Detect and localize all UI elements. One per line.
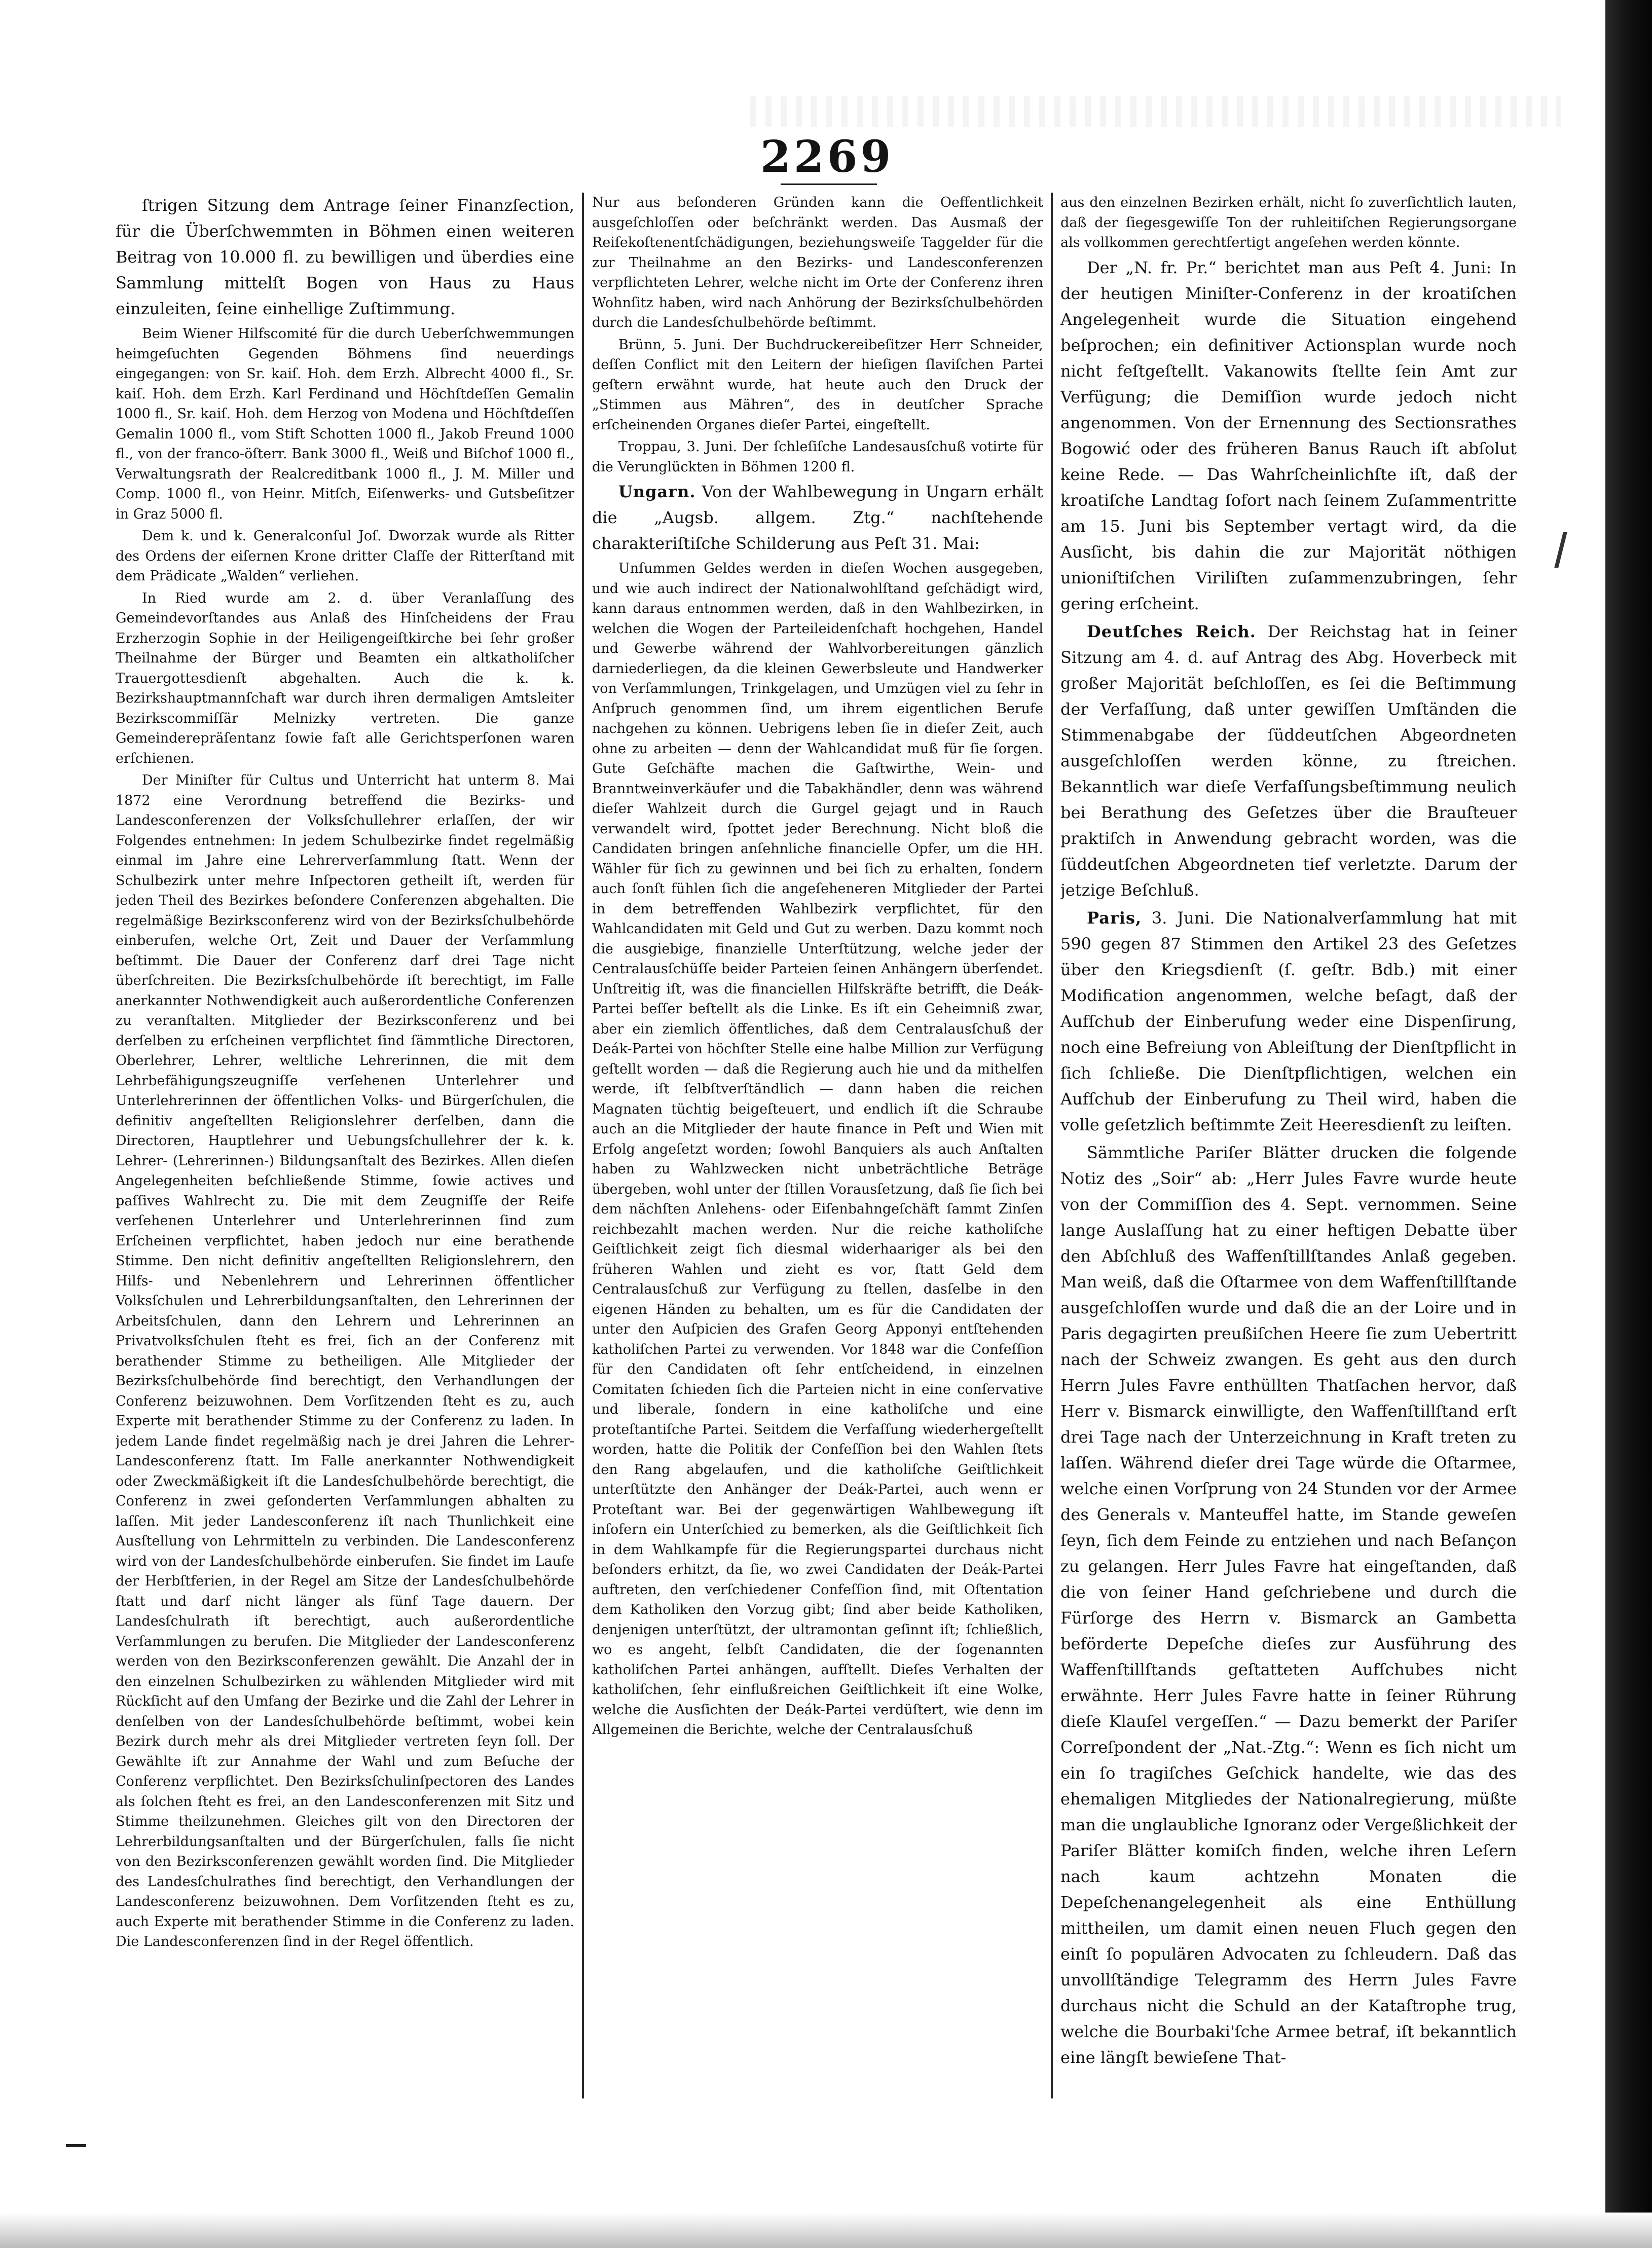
article-paragraph — [1060, 619, 1517, 903]
article-paragraph — [116, 770, 574, 1952]
paragraph-text: Von der Wahlbewegung in Ungarn erhält die „Augsb. allgem. Ztg.“ nachſtehende charakteriſtiſche Schilderung aus Peſt 31. Mai: — [592, 482, 1043, 553]
column-right — [1060, 193, 1517, 2098]
article-paragraph — [592, 559, 1043, 1740]
article-paragraph — [1060, 193, 1517, 253]
section-heading: Ungarn. — [618, 482, 696, 501]
margin-mark — [1554, 532, 1567, 568]
article-paragraph — [592, 479, 1043, 557]
page-number: 2269 — [760, 131, 894, 182]
paragraph-text: Der Miniſter für Cultus und Unterricht hat unterm 8. Mai 1872 eine Verordnung betreffend die Bezirks- und Landesconferenzen der Volksſchullehrer erlaſſen, der wir Folgendes entnehmen: In jedem Schulbezirke findet regelmäßig einmal im Jahre eine Lehrerverſammlung ſtatt. Wenn der Schulbezirk unter mehre Inſpectoren getheilt iſt, werden für jeden Theil des Bezirkes beſondere Conferenzen abgehalten. Die regelmäßige Bezirksconferenz wird von der Bezirksſchulbehörde einberufen, welche Ort, Zeit und Dauer der Verſammlung beſtimmt. Die Dauer der Conferenz darf drei Tage nicht überſchreiten. Die Bezirksſchulbehörde iſt berechtigt, im Falle anerkannter Nothwendigkeit auch außerordentliche Conferenzen zu veranſtalten. Mitglieder der Bezirksconferenz und bei derſelben zu erſcheinen verpflichtet ſind ſämmtliche Directoren, Oberlehrer, Lehrer, weltliche Lehrerinnen, die mit dem Lehrbefähigungszeugniſſe verſehenen Unterlehrer und Unterlehrerinnen der öffentlichen Volks- und Bürgerſchulen, die definitiv angeſtellten Religionslehrer derſelben, dann die Directoren, Hauptlehrer und Uebungsſchullehrer der k. k. Lehrer- (Lehrerinnen-) Bildungsanſtalt des Bezirkes. Allen dieſen Angelegenheiten beſchließende Stimme, ſowie actives und paſſives Wahlrecht zu. Die mit dem Zeugniſſe der Reife verſehenen Unterlehrer und Unterlehrerinnen ſind zum Erſcheinen verpflichtet, haben jedoch nur eine berathende Stimme. Den nicht definitiv angeſtellten Religionslehrern, den Hilfs- und Nebenlehrern und Lehrerinnen öffentlicher Volksſchulen und Lehrerbildungsanſtalten, den Lehrerinnen der Arbeitsſchulen, dann den Lehrern und Lehrerinnen an Privatvolksſchulen ſteht es frei, ſich an der Conferenz mit berathender Stimme zu betheiligen. Alle Mitglieder der Bezirksſchulbehörde ſind berechtigt, den Verhandlungen der Conferenz beizuwohnen. Dem Vorſitzenden ſteht es zu, auch Experte mit berathender Stimme zu der Conferenz zu laden. In jedem Lande findet regelmäßig nach je drei Jahren die Lehrer-Landesconferenz ſtatt. Im Falle anerkannter Nothwendigkeit oder Zweckmäßigkeit iſt die Landesſchulbehörde berechtigt, die Conferenz in zwei geſonderten Verſammlungen abhalten zu laſſen. Mit jeder Landesconferenz iſt nach Thunlichkeit eine Ausſtellung von Lehrmitteln zu verbinden. Die Landesconferenz wird von der Landesſchulbehörde einberufen. Sie findet im Laufe der Herbſtferien, in der Regel am Sitze der Landesſchulbehörde ſtatt und darf nicht länger als fünf Tage dauern. Der Landesſchulrath iſt berechtigt, auch außerordentliche Verſammlungen zu berufen. Die Mitglieder der Landesconferenz werden von den Bezirksconferenzen gewählt. Die Anzahl der in den einzelnen Schulbezirken zu wählenden Mitglieder wird mit Rückſicht auf den Umfang der Bezirke und die Zahl der Lehrer in denſelben von der Landesſchulbehörde beſtimmt, wobei kein Bezirk durch mehr als drei Mitglieder vertreten ſeyn ſoll. Der Gewählte iſt zur Annahme der Wahl und zum Beſuche der Conferenz verpflichtet. Den Bezirksſchulinſpectoren des Landes als ſolchen ſteht es frei, an den Landesconferenzen mit Sitz und Stimme theilzunehmen. Gleiches gilt von den Directoren der Lehrerbildungsanſtalten und der Bürgerſchulen, falls ſie nicht von den Bezirksconferenzen gewählt worden ſind. Die Mitglieder des Landesſchulrathes ſind berechtigt, den Verhandlungen der Landesconferenz beizuwohnen. Dem Vorſitzenden ſteht es zu, auch Experte mit berathender Stimme in die Conferenz zu laden. Die Landesconferenzen ſind in der Regel öffentlich. — [116, 772, 574, 1949]
column-divider-left — [582, 193, 584, 2098]
paragraph-text: Troppau, 3. Juni. Der ſchleſiſche Landesausſchuß votirte für die Verunglückten in Böhmen 1200 fl. — [592, 439, 1043, 475]
article-paragraph — [1060, 1140, 1517, 2071]
scan-bottom-shadow — [0, 2213, 1652, 2248]
article-paragraph — [592, 193, 1043, 333]
paragraph-text: aus den einzelnen Bezirken erhält, nicht ſo zuverſichtlich lauten, daß der ſiegesgewiſſe Ton der ruhleitiſchen Regierungsorgane als vollkommen gerechtfertigt angeſehen werden könnte. — [1060, 195, 1517, 250]
paragraph-text: 3. Juni. Die Nationalverſammlung hat mit 590 gegen 87 Stimmen den Artikel 23 des Geſetzes über den Kriegsdienſt (ſ. geſtr. Bdb.) mit einer Modification angenommen, welche beſagt, daß der Aufſchub der Einberufung weder eine Dispenſirung, noch eine Befreiung von Ableiſtung der Dienſtpflicht in ſich ſchließe. Die Dienſtpflichtigen, welchen ein Aufſchub der Einberufung zu Theil wird, haben die volle geſetzlich beſtimmte Zeit Heeresdienſt zu leiſten. — [1060, 908, 1517, 1134]
scan-edge-shadow — [1605, 0, 1652, 2248]
paragraph-text: Beim Wiener Hilfscomité für die durch Ueberſchwemmungen heimgeſuchten Gegenden Böhmens ſind neuerdings eingegangen: von Sr. kaiſ. Hoh. dem Erzh. Albrecht 4000 fl., Sr. kaiſ. Hoh. dem Erzh. Karl Ferdinand und Höchſtdeſſen Gemalin 1000 fl., Sr. kaiſ. Hoh. dem Herzog von Modena und Höchſtdeſſen Gemalin 1000 fl., vom Stift Schotten 1000 fl., Jakob Freund 1000 fl., von der franco-öſterr. Bank 3000 fl., Weiß und Biſchof 1000 fl., Verwaltungsrath der Realcreditbank 1000 fl., J. M. Miller und Comp. 1000 fl., von Heinr. Mitſch, Eiſenwerks- und Gutsbeſitzer in Graz 5000 fl. — [116, 326, 574, 522]
paragraph-text: ſtrigen Sitzung dem Antrage ſeiner Finanzſection, für die Überſchwemmten in Böhmen einen weiteren Beitrag von 10.000 fl. zu bewilligen und überdies eine Sammlung mittelſt Bogen von Haus zu Haus einzuleiten, ſeine einhellige Zuſtimmung. — [116, 196, 574, 318]
margin-dash — [66, 2144, 86, 2147]
paragraph-text: Nur aus beſonderen Gründen kann die Oeffentlichkeit ausgeſchloſſen oder beſchränkt werden. Das Ausmaß der Reiſekoſtenentſchädigungen, beziehungsweiſe Taggelder für die zur Theilnahme an den Bezirks- und Landesconferenzen verpflichteten Lehrer, welche nicht im Orte der Conferenz ihren Wohnſitz haben, wird nach Anhörung der Bezirksſchulbehörden durch die Landesſchulbehörde beſtimmt. — [592, 195, 1043, 330]
paragraph-text: Sämmtliche Pariſer Blätter drucken die folgende Notiz des „Soir“ ab: „Herr Jules Favre wurde heute von der Commiſſion des 4. Sept. vernommen. Seine lange Auslaſſung hat zu einer heftigen Debatte über den Abſchluß des Waffenſtillſtandes Anlaß gegeben. Man weiß, daß die Oſtarmee von dem Waffenſtillſtande ausgeſchloſſen wurde und daß die an der Loire und in Paris degagirten preußiſchen Heere ſie zum Uebertritt nach der Schweiz zwangen. Es geht aus den durch Herrn Jules Favre enthüllten Thatſachen hervor, daß Herr v. Bismarck einwilligte, den Waffenſtillſtand erſt drei Tage nach der Unterzeichnung in Kraft treten zu laſſen. Während dieſer drei Tage würde die Oſtarmee, welche einen Vorſprung von 24 Stunden vor der Armee des Generals v. Manteuffel hatte, im Stande geweſen ſeyn, ſich dem Feinde zu entziehen und nach Beſançon zu gelangen. Herr Jules Favre hat eingeſtanden, daß die von ſeiner Hand geſchriebene und durch die Fürſorge des Herrn v. Bismarck an Gambetta beförderte Depeſche dieſes zur Ausführung des Waffenſtillſtands geſtatteten Aufſchubes nicht erwähnte. Herr Jules Favre hatte in ſeiner Rührung dieſe Klauſel vergeſſen.“ — Dazu bemerkt der Pariſer Correſpondent der „Nat.-Ztg.“: Wenn es ſich nicht um ein ſo tragiſches Geſchick handelte, wie das des ehemaligen Mitgliedes der Nationalregierung, müßte man die unglaubliche Ignoranz oder Vergeßlichkeit der Pariſer Blätter komiſch finden, welche ihren Leſern nach kaum achtzehn Monaten die Depeſchenangelegenheit als eine Enthüllung mittheilen, um damit einen neuen Fluch gegen den einſt ſo populären Advocaten zu ſchleudern. Daß das unvollſtändige Telegramm des Herrn Jules Favre durchaus nicht die Schuld an der Kataſtrophe trug, welche die Bourbaki'ſche Armee betraf, iſt bekanntlich eine längſt bewieſene That- — [1060, 1143, 1517, 2067]
column-left — [116, 193, 574, 2098]
article-paragraph — [1060, 905, 1517, 1138]
paragraph-text: Unſummen Geldes werden in dieſen Wochen ausgegeben, und wie auch indirect der Nationalwohlſtand geſchädigt wird, kann daraus entnommen werden, daß in den Wahlbezirken, in welchen die Wogen der Parteileidenſchaft hochgehen, Handel und Gewerbe während der Wahlvorbereitungen gänzlich darniederliegen, da die kleinen Gewerbsleute und Handwerker von Verſammlungen, Trinkgelagen, und Umzügen viel zu ſehr in Anſpruch genommen ſind, um ihrem eigentlichen Berufe nachgehen zu können. Uebrigens leben ſie in dieſer Zeit, auch ohne zu arbeiten — denn der Wahlcandidat muß für ſie ſorgen. Gute Geſchäfte machen die Gaſtwirthe, Wein- und Branntweinverkäufer und die Tabakhändler, denn was während dieſer Wahlzeit durch die Gurgel gejagt und in Rauch verwandelt wird, ſpottet jeder Berechnung. Nicht bloß die Candidaten bringen anſehnliche financielle Opfer, um die HH. Wähler für ſich zu gewinnen und bei ſich zu erhalten, ſondern auch ſonſt fühlen ſich die angeſeheneren Mitglieder der Partei in dem betreffenden Wahlbezirk verpflichtet, für den Wahlcandidaten mit Geld und Gut zu werben. Dazu kommt noch die ausgiebige, finanzielle Unterſtützung, welche jeder der Centralausſchüſſe beider Parteien ſeinen Anhängern überſendet. Unſtreitig iſt, was die financiellen Hilfskräfte betrifft, die Deák-Partei beſſer beſtellt als die Linke. Es iſt ein Geheimniß zwar, aber ein ziemlich öffentliches, daß dem Centralausſchuß der Deák-Partei von höchſter Stelle eine halbe Million zur Verfügung geſtellt worden — daß die Regierung auch hie und da mithelfen werde, iſt ſelbſtverſtändlich — dann haben die reichen Magnaten tüchtig beigeſteuert, und endlich iſt die Schraube auch an die Mitglieder der haute finance in Peſt und Wien mit Erfolg angeſetzt worden; ſowohl Banquiers als auch Anſtalten haben zu Wahlzwecken nicht unbeträchtliche Beträge übergeben, wohl unter der ſtillen Vorausſetzung, daß ſie ſich bei dem nächſten Anlehens- oder Eiſenbahngeſchäft ſammt Zinſen reichbezahlt machen werden. Nur die reiche katholiſche Geiſtlichkeit zeigt ſich diesmal widerhaariger als bei den früheren Wahlen und zieht es vor, ſtatt Geld dem Centralausſchuß zur Verfügung zu ſtellen, dasſelbe in den eigenen Händen zu behalten, um es für die Candidaten der unter den Auſpicien des Grafen Georg Apponyi entſtehenden katholiſchen Partei zu verwenden. Vor 1848 war die Confeſſion für den Candidaten oft ſehr entſcheidend, in einzelnen Comitaten ſchieden ſich die Parteien nicht in eine conſervative und liberale, ſondern in eine katholiſche und eine proteſtantiſche Partei. Seitdem die Verfaſſung wiederhergeſtellt worden, hatte die Politik der Confeſſion bei den Wahlen ſtets den Rang abgelaufen, und die katholiſche Geiſtlichkeit unterſtützte den Anhänger der Deák-Partei, auch wenn er Proteſtant war. Bei der gegenwärtigen Wahlbewegung iſt inſofern ein Unterſchied zu bemerken, als die Geiſtlichkeit ſich in dem Wahlkampfe für die Regierungspartei durchaus nicht beſonders erhitzt, da ſie, wo zwei Candidaten der Deák-Partei auftreten, den verſchiedener Confeſſion ſind, mit Oſtentation dem Katholiken den Vorzug gibt; ſind aber beide Katholiken, denjenigen unterſtützt, der ultramontan geſinnt iſt; ſchließlich, wo es angeht, ſelbſt Candidaten, die der ſogenannten katholiſchen Partei anhängen, aufſtellt. Dieſes Verhalten der katholiſchen, ſehr einflußreichen Geiſtlichkeit iſt eine Wolke, welche die Ausſichten der Deák-Partei verdüſtert, wie denn im Allgemeinen die Berichte, welche der Centralausſchuß — [592, 561, 1043, 1738]
bleed-through-ghost — [750, 96, 1561, 127]
article-paragraph — [592, 335, 1043, 435]
article-paragraph — [116, 526, 574, 586]
article-paragraph — [116, 193, 574, 322]
article-paragraph — [116, 324, 574, 524]
page-number-underline — [781, 183, 877, 188]
article-paragraph — [116, 588, 574, 769]
paragraph-text: In Ried wurde am 2. d. über Veranlaſſung des Gemeindevorſtandes aus Anlaß des Hinſcheidens der Frau Erzherzogin Sophie in der Heiligengeiſtkirche bei ſehr großer Theilnahme der Bürger und Beamten ein altkatholiſcher Trauergottesdienſt abgehalten. Auch die k. k. Bezirkshauptmannſchaft war durch ihren dermaligen Amtsleiter Bezirkscommiſſär Melnizky vertreten. Die ganze Gemeinderepräſentanz ſowie faſt alle Gerichtsperſonen waren erſchienen. — [116, 590, 574, 766]
article-paragraph — [1060, 255, 1517, 617]
article-paragraph — [592, 437, 1043, 477]
column-divider-right — [1051, 193, 1053, 2098]
paragraph-text: Brünn, 5. Juni. Der Buchdruckereibeſitzer Herr Schneider, deſſen Conflict mit den Leitern der hieſigen ſlaviſchen Partei geſtern erwähnt wurde, hat heute auch den Druck der „Stimmen aus Mähren“, des in deutſcher Sprache erſcheinenden Organes dieſer Partei, eingeſtellt. — [592, 337, 1043, 433]
paragraph-text: Der „N. fr. Pr.“ berichtet man aus Peſt 4. Juni: In der heutigen Miniſter-Conferenz in der kroatiſchen Angelegenheit wurde die Situation eingehend beſprochen; ein definitiver Actionsplan wurde noch nicht feſtgeſtellt. Vakanowits ſtellte ſein Amt zur Verfügung; die Demiſſion wurde jedoch nicht angenommen. Von der Ernennung des Sectionsrathes Bogowić oder des früheren Banus Rauch iſt abſolut keine Rede. — Das Wahrſcheinlichſte iſt, daß der kroatiſche Landtag ſofort nach ſeinem Zuſammentritte am 15. Juni bis September vertagt wird, da die Ausſicht, bis dahin die zur Majorität nöthigen unioniſtiſchen Viriliſten zuſammenzubringen, ſehr gering erſcheint. — [1060, 257, 1517, 613]
paragraph-text: Dem k. und k. Generalconſul Joſ. Dworzak wurde als Ritter des Ordens der eiſernen Krone dritter Claſſe der Ritterſtand mit dem Prädicate „Walden“ verliehen. — [116, 528, 574, 584]
section-heading: Deutſches Reich. — [1087, 621, 1256, 641]
section-heading: Paris, — [1087, 908, 1142, 928]
paragraph-text: Der Reichstag hat in ſeiner Sitzung am 4. d. auf Antrag des Abg. Hoverbeck mit großer Majorität beſchloſſen, es ſei die Beſtimmung der Verfaſſung, daß unter gewiſſen Umſtänden die Stimmenabgabe der ſüddeutſchen Abgeordneten ausgeſchloſſen werden könne, zu ſtreichen. Bekanntlich war dieſe Verfaſſungsbeſtimmung neulich bei Berathung des Geſetzes über die Brauſteuer praktiſch in Anwendung gebracht worden, was die ſüddeutſchen Abgeordneten tief verletzte. Darum der jetzige Beſchluß. — [1060, 621, 1517, 900]
column-middle — [592, 193, 1043, 2098]
